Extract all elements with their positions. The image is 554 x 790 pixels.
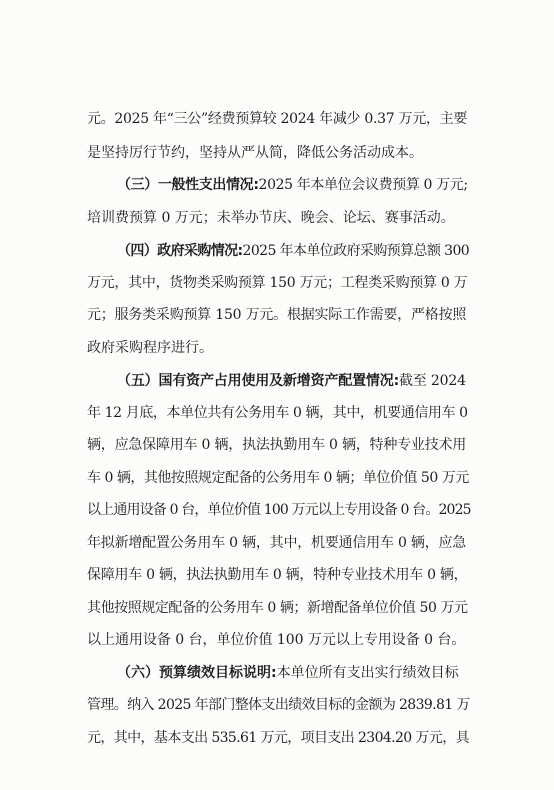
line-text: 以上通用设备 0 台，单位价值 100 万元以上专用设备 0 台。2025 bbox=[87, 502, 471, 518]
body-text-line bbox=[87, 729, 469, 747]
line-text: 万元，其中，货物类采购预算 150 万元；工程类采购预算 0 万 bbox=[87, 275, 468, 291]
body-text-line bbox=[87, 534, 465, 552]
body-text-line bbox=[87, 144, 465, 162]
section-line bbox=[117, 372, 465, 390]
line-text: 培训费预算 0 万元；未举办节庆、晚会、论坛、赛事活动。 bbox=[87, 210, 455, 226]
section-line bbox=[117, 242, 470, 260]
line-text: 是坚持厉行节约，坚持从严从简，降低公务活动成本。 bbox=[87, 145, 423, 161]
section-heading: （五）国有资产占用使用及新增资产配置情况: bbox=[117, 373, 399, 389]
section-heading: （六）预算绩效目标说明: bbox=[117, 665, 277, 681]
body-text-line bbox=[87, 599, 468, 617]
body-text-line bbox=[87, 566, 468, 584]
line-text: 元，其中，基本支出 535.61 万元，项目支出 2304.20 万元，具 bbox=[87, 730, 469, 746]
body-text-line bbox=[87, 696, 470, 714]
body-text-line bbox=[87, 436, 465, 454]
body-text-line bbox=[87, 306, 465, 324]
body-text-line bbox=[87, 631, 465, 649]
body-text-line bbox=[87, 404, 468, 422]
section-line bbox=[117, 176, 468, 194]
line-text: 2025 年本单位政府采购预算总额 300 bbox=[242, 243, 470, 259]
line-text: 本单位所有支出实行绩效目标 bbox=[276, 665, 459, 681]
line-text: 管理。纳入 2025 年部门整体支出绩效目标的金额为 2839.81 万 bbox=[87, 697, 470, 713]
line-text: 保障用车 0 辆，执法执勤用车 0 辆，特种专业技术用车 0 辆， bbox=[87, 567, 468, 583]
body-text-line bbox=[87, 209, 465, 227]
line-text: 车 0 辆，其他按照规定配备的公务用车 0 辆；单位价值 50 万元 bbox=[87, 470, 469, 486]
section-line bbox=[117, 664, 465, 682]
line-text: 元。2025 年“三公”经费预算较 2024 年减少 0.37 万元，主要 bbox=[87, 111, 468, 127]
body-text-line bbox=[87, 339, 465, 357]
section-heading: （三）一般性支出情况: bbox=[117, 177, 259, 193]
line-text: 其他按照规定配备的公务用车 0 辆；新增配备单位价值 50 万元 bbox=[87, 600, 468, 616]
line-text: 2025 年本单位会议费预算 0 万元; bbox=[258, 177, 468, 193]
line-text: 政府采购程序进行。 bbox=[87, 340, 213, 356]
line-text: 以上通用设备 0 台，单位价值 100 万元以上专用设备 0 台。 bbox=[87, 632, 466, 648]
body-text-line bbox=[87, 274, 468, 292]
body-text-line bbox=[87, 501, 471, 519]
line-text: 辆，应急保障用车 0 辆，执法执勤用车 0 辆，特种专业技术用 bbox=[87, 437, 467, 453]
line-text: 截至 2024 bbox=[399, 373, 466, 389]
body-text-line bbox=[87, 110, 468, 128]
body-text-line bbox=[87, 469, 469, 487]
line-text: 元；服务类采购预算 150 万元。根据实际工作需要，严格按照 bbox=[87, 307, 467, 323]
section-heading: （四）政府采购情况: bbox=[117, 243, 243, 259]
line-text: 年拟新增配置公务用车 0 辆，其中，机要通信用车 0 辆，应急 bbox=[87, 535, 467, 551]
line-text: 年 12 月底，本单位共有公务用车 0 辆，其中，机要通信用车 0 bbox=[87, 405, 468, 421]
